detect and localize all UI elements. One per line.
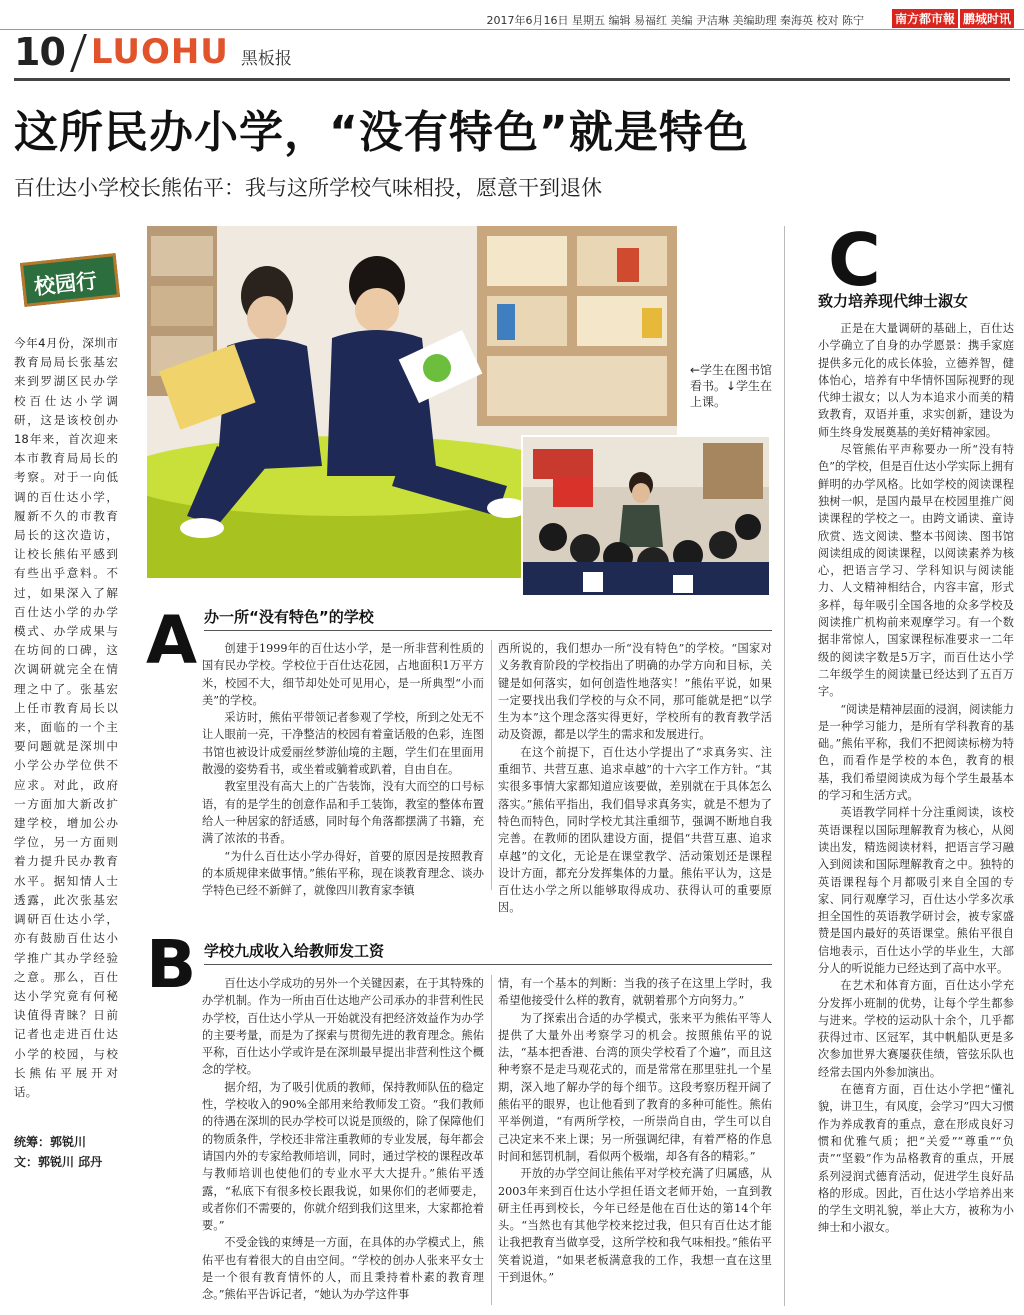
- badge-label: 校园行: [33, 268, 99, 300]
- section-b-letter: B: [146, 926, 197, 1003]
- column-divider: [491, 640, 492, 890]
- section-b-para: 情，有一个基本的判断：当我的孩子在这里上学时，我希望他接受什么样的教育，就朝着那个方向努力。”: [498, 977, 772, 1008]
- section-a-para: 教室里没有高大上的广告装饰，没有大而空的口号标语，有的是学生的创意作品和手工装饰，教室的整体布置给人一种居家的舒适感，同时每个角落都摆满了书籍，充满了浓浓的书香。: [202, 780, 484, 846]
- article-headline: 这所民办小学，“没有特色”就是特色: [14, 107, 749, 158]
- section-b-col1: [202, 975, 484, 1304]
- section-c-para: 在艺术和体育方面，百仕达小学充分发挥小班制的优势，让每个学生都参与进来。学校的运动队十余个，几乎都获得过市、区冠军，其中帆船队更是多次参加世界大赛屡获佳绩，管弦乐队也经常去国内外参加演出。: [818, 979, 1014, 1079]
- slash-divider: [69, 32, 87, 72]
- section-b-rule: [204, 964, 772, 965]
- section-c-para: 正是在大量调研的基础上，百仕达小学确立了自身的办学愿景：携手家庭提供多元化的成长体验，立德养智，健体怡心，培养有中华情怀国际视野的现代绅士淑女；以人为本追求小而美的精致教育，双语并重，求实创新，建设为师生终身发展奠基的美好精神家园。: [818, 322, 1014, 439]
- section-b-title: 学校九成收入给教师发工资: [204, 942, 385, 960]
- section-a-col1: [202, 640, 484, 899]
- section-b-col2: [498, 975, 772, 1286]
- section-a-para: 采访时，熊佑平带领记者参观了学校，所到之处无不让人眼前一亮，干净整洁的校园有着童话般的色彩，连图书馆也被设计成爱丽丝梦游仙境的主题，学生们在里面用散漫的姿势看书，或坐着或躺着或趴着，自由自在。: [202, 711, 484, 777]
- section-a-para: 西所说的，我们想办一所“没有特色”的学校。“国家对义务教育阶段的学校指出了明确的办学方向和目标，关键是如何落实，如何创造性地落实！”熊佑平说，如果一定要找出我们学校的与众不同，那可能就是把“以学生为本”这个理念落实得更好，学校所有的教育教学活动及资源，都是以学生的需求和发展进行。: [498, 642, 772, 742]
- section-c-para: “阅读是精神层面的浸润，阅读能力是一种学习能力，是所有学科教育的基础。”熊佑平称，我们不把阅读标榜为特色，而看作是学校的本色，教育的根基，我们希望阅读成为每个学生最基本的学习和生活方式。: [818, 702, 1014, 803]
- section-a-para: “为什么百仕达小学办得好，首要的原因是按照教育的本质规律来做事情。”熊佑平称，现在谈教育理念、谈办学特色已经不新鲜了，就像四川教育家李镇: [202, 849, 484, 898]
- classroom-photo-illustration: [523, 437, 769, 595]
- credits: [14, 1132, 124, 1172]
- issue-meta: 2017年6月16日 星期五 编辑 易福红 美编 尹洁琳 美编助理 秦海英 校对 陈宁: [486, 14, 864, 27]
- section-a-title: 办一所“没有特色”的学校: [204, 608, 374, 626]
- header-rule: [14, 78, 1010, 81]
- section-c-letter: C: [828, 218, 881, 302]
- section-a-para: 在这个前提下，百仕达小学提出了“求真务实、注重细节、共营互惠、追求卓越”的十六字工作方针。“其实很多事情大家都知道应该要做，差别就在于具体怎么落实。”熊佑平指出，我们倡导求真务实，就是不想为了特色而特色，同时学校尤其注重细节，强调不断地自我完善。在教师的团队建设方面，提倡“共营互惠、追求卓越”的文化，无论是在课堂教学、活动策划还是课程设计方面，都充分发挥集体的力量。熊佑平认为，这是百仕达小学之所以能够取得成功、获得认可的重要原因。: [498, 745, 772, 915]
- section-b-para: 不受金钱的束缚是一方面，在具体的办学模式上，熊佑平也有着很大的自由空间。“学校的创办人张来平女士是一个很有教育情怀的人，而且秉持着朴素的教育理念。”熊佑平告诉记者，“她认为办学这件事: [202, 1236, 484, 1302]
- newspaper-logo: [892, 8, 1014, 28]
- section-a-letter: A: [146, 602, 198, 679]
- credit-writers: 文：郭锐川 邱丹: [14, 1155, 103, 1169]
- column-divider: [784, 226, 785, 1306]
- section-a-rule: [204, 630, 772, 631]
- logo-pengcheng: 鹏城时讯: [960, 9, 1014, 28]
- intro-text: 今年4月份，深圳市教育局局长张基宏来到罗湖区民办学校百仕达小学调研，这是该校创办18年来，首次迎来本市教育局局长的考察。对于一向低调的百仕达小学，履新不久的市教育局长的这次造访，让校长熊佑平感到有些出乎意料。不过，如果深入了解百仕达小学的办学模式、办学成果与在坊间的口碑，这次调研就完全在情理之中了。张基宏上任市教育局长以来，面临的一个主要问题就是深圳中小学公办学位供不应求。对此，政府一方面加大新改扩建学校，增加公办学位，另一方面则着力提升民办教育水平。据知情人士透露，此次张基宏调研百仕达小学，亦有鼓励百仕达小学推广其办学经验之意。那么，百仕达小学究竟有何秘诀值得青睐？日前记者也走进百仕达小学的校园，与校长熊佑平展开对话。: [14, 336, 118, 1099]
- page-number: 10: [14, 30, 65, 74]
- page-section-header: [14, 30, 292, 74]
- section-a-col2: [498, 640, 772, 917]
- newspaper-header-bar: [0, 0, 1024, 30]
- section-c-para: 在德育方面，百仕达小学把“懂礼貌，讲卫生，有风度，会学习”四大习惯作为养成教育的重点，意在形成良好习惯和优雅气质；把“关爱”“尊重”“负责”“坚毅”作为品格教育的重点，开展系列浸润式德育活动，促进学生良好品格的形成。因此，百仕达小学培养出来的学生文明礼貌，举止大方，被称为小绅士和小淑女。: [818, 1083, 1014, 1235]
- column-name: 黑板报: [240, 48, 292, 69]
- photo-caption: ←学生在图书馆看书。↓学生在上课。: [690, 363, 773, 409]
- section-b-para: 为了探索出合适的办学模式，张来平为熊佑平等人提供了大量外出考察学习的机会。按照熊佑平的说法，“基本把香港、台湾的顶尖学校看了个遍”，而且这种考察不是走马观花式的，而是常常在那里驻扎一个星期，深入地了解办学的每个细节。这段考察历程开阔了熊佑平的眼界，也让他看到了教育的多种可能性。熊佑平举例道，“有两所学校，一所崇尚自由，学生可以自己决定来不来上课；另一所强调纪律，有着严格的作息时间和惩罚机制，看似两个极端，却各有各的精彩。”: [498, 1011, 772, 1163]
- section-c-para: 英语教学同样十分注重阅读，该校英语课程以国际理解教育为核心，从阅读出发，精选阅读材料，把语言学习融入到阅读和国际理解教育之中。独特的英语课程每个月都吸引来自全国的专家、同行观摩学习，百仕达小学多次承担全国性的英语教学研讨会，被专家盛赞是国内最好的英语课堂。熊佑平很自信地表示，百仕达小学的毕业生，大部分人的听说能力已经达到了高中水平。: [818, 806, 1014, 975]
- column-divider: [491, 975, 492, 1305]
- section-name: LUOHU: [90, 32, 229, 72]
- section-b-para: 据介绍，为了吸引优质的教师，保持教师队伍的稳定性，学校收入的90%全部用来给教师发工资。“我们教师的待遇在深圳的民办学校可以说是顶级的，除了保障他们的物质条件，学校还非常注重教师的专业发展，每年都会请国内外的专家给教师培训，同时，通过学校的课程改革与教师培训也使他们的专业水平大大提升。”熊佑平透露，“私底下有很多校长跟我说，如果你们的老师要走，或者你们不需要的，你就介绍到我们这里来，大家都抢着要。”: [202, 1080, 484, 1233]
- section-b-para: 百仕达小学成功的另外一个关键因素，在于其特殊的办学机制。作为一所由百仕达地产公司承办的非营利性民办学校，百仕达小学从一开始就没有把经济效益作为办学的主要考量，而是为了探索与贯彻先进的教育理念。熊佑平称，百仕达小学或许是在深圳最早提出非营利性这个概念的学校。: [202, 977, 484, 1077]
- section-b-para: 开放的办学空间让熊佑平对学校充满了归属感，从2003年来到百仕达小学担任语文老师开始，一直到教研主任再到校长，今年已经是他在百仕达的第14个年头。“当然也有其他学校来挖过我，但只有百仕达才能让我把教育当做享受，这所学校和我气味相投。”熊佑平笑着说道，“如果老板满意我的工作，我想一直在这里干到退休。”: [498, 1167, 772, 1285]
- section-a-para: 创建于1999年的百仕达小学，是一所非营利性质的国有民办学校。学校位于百仕达花园，占地面积1万平方米，校园不大，细节却处处可见用心，是一所典型“小而美”的学校。: [202, 642, 484, 707]
- credit-coordinator: 统筹：郭锐川: [14, 1135, 87, 1149]
- section-c-column: [818, 320, 1014, 1237]
- article-subheadline: 百仕达小学校长熊佑平：我与这所学校气味相投，愿意干到退休: [14, 176, 602, 200]
- classroom-photo: [521, 435, 771, 597]
- intro-column: [14, 334, 118, 1102]
- campus-badge: [16, 244, 124, 310]
- section-c-para: 尽管熊佑平声称要办一所“没有特色”的学校，但是百仕达小学实际上拥有鲜明的办学风格。比如学校的阅读课程独树一帜，是国内最早在校园里推广阅读课程的学校之一。由跨文诵读、童诗欣赏、选文阅读、整本书阅读、图书馆阅读组成的阅读课程，以阅读素养为核心，把语言学习、学科知识与阅读能力、人文精神相结合，内容丰富，形式多样，每年吸引全国各地的众多学校及阅读推广机构前来观摩学习。有一个数据非常惊人，国家课程标准要求一二年级的阅读字数是5万字，而百仕达小学二年级学生的阅读量已经达到了五百万字。: [818, 443, 1014, 699]
- logo-nandu: 南方都市報: [892, 9, 958, 28]
- section-c-title: 致力培养现代绅士淑女: [818, 292, 969, 310]
